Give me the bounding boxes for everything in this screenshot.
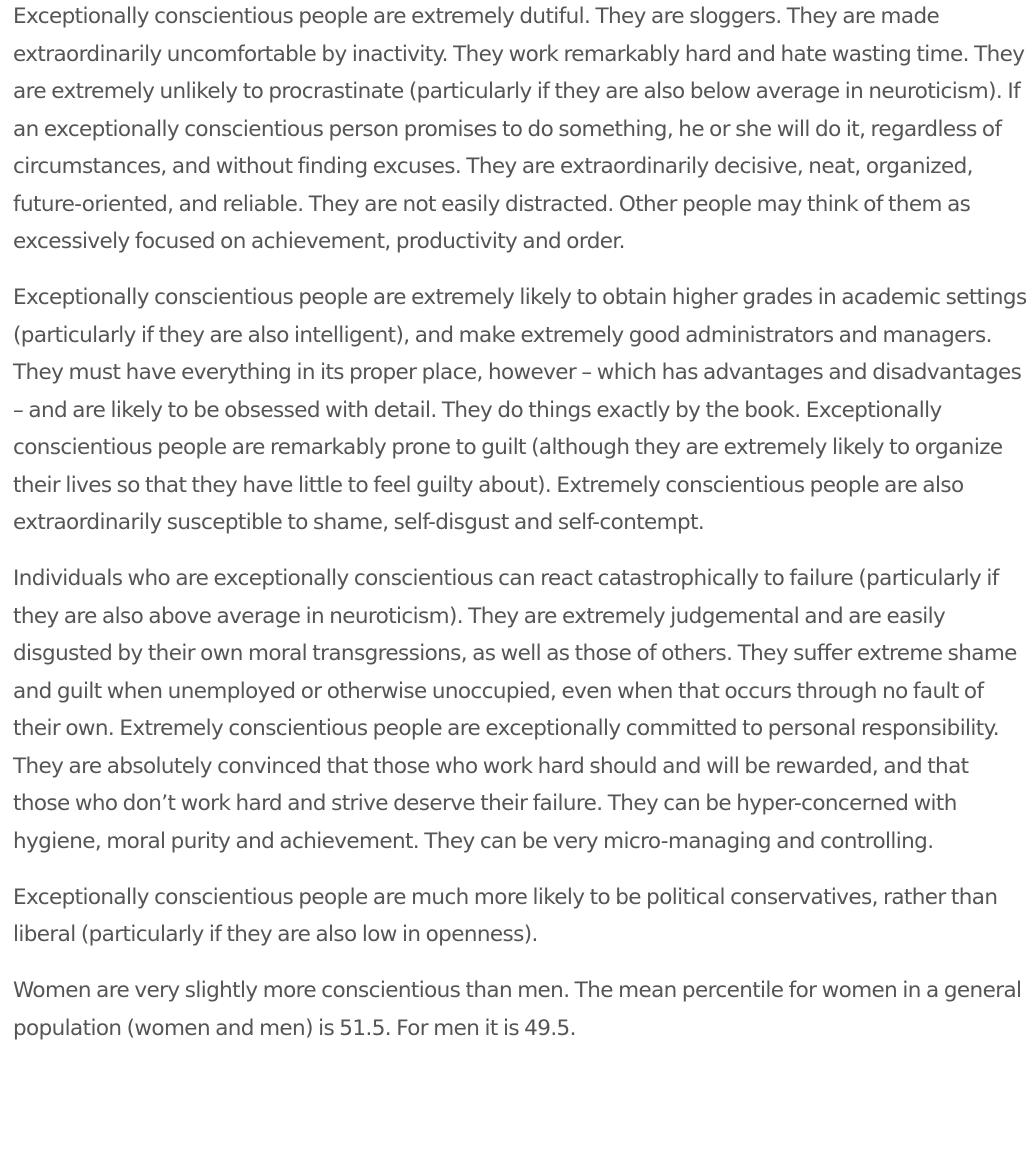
- paragraph-work-ethic: Exceptionally conscientious people are extremely dutiful. They are sloggers. They are made extraordinarily uncomfortable by inactivity. They work remarkably hard and hate wasting time. They are extremely unlikely to procrastinate (particularly if they are also below average in neuroticism). If an exceptionally conscientious person promises to do something, he or she will do it, regardless of circumstances, and without finding excuses. They are extraordinarily decisive, neat, organized, future-oriented, and reliable. They are not easily distracted. Other people may think of them as excessively focused on achievement, productivity and order.: [13, 4, 1025, 254]
- paragraph-academic-managerial: Exceptionally conscientious people are extremely likely to obtain higher grades in academic settings (particularly if they are also intelligent), and make extremely good administrators and managers. They must have everything in its proper place, however – which has advantages and disadvantages – and are likely to be obsessed with detail. They do things exactly by the book. Exceptionally conscientious people are remarkably prone to guilt (although they are extremely likely to organize their lives so that they have little to feel guilty about). Extremely conscientious people are also extraordinarily susceptible to shame, self-disgust and self-contempt.: [13, 285, 1027, 536]
- paragraph-gender-difference: Women are very slightly more conscientious than men. The mean percentile for women in a general population (women and men) is 51.5. For men it is 49.5.: [13, 978, 1022, 1041]
- paragraph-failure-judgement: Individuals who are exceptionally conscientious can react catastrophically to failure (particularly if they are also above average in neuroticism). They are extremely judgemental and are easily disgusted by their own moral transgressions, as well as those of others. They suffer extreme shame and guilt when unemployed or otherwise unoccupied, even when that occurs through no fault of their own. Extremely conscientious people are exceptionally committed to personal responsibility. They are absolutely convinced that those who work hard should and will be rewarded, and that those who don’t work hard and strive deserve their failure. They can be hyper-concerned with hygiene, moral purity and achievement. They can be very micro-managing and controlling.: [13, 566, 1017, 854]
- paragraph-political-orientation: Exceptionally conscientious people are much more likely to be political conservatives, rather than liberal (particularly if they are also low in openness).: [13, 884, 998, 948]
